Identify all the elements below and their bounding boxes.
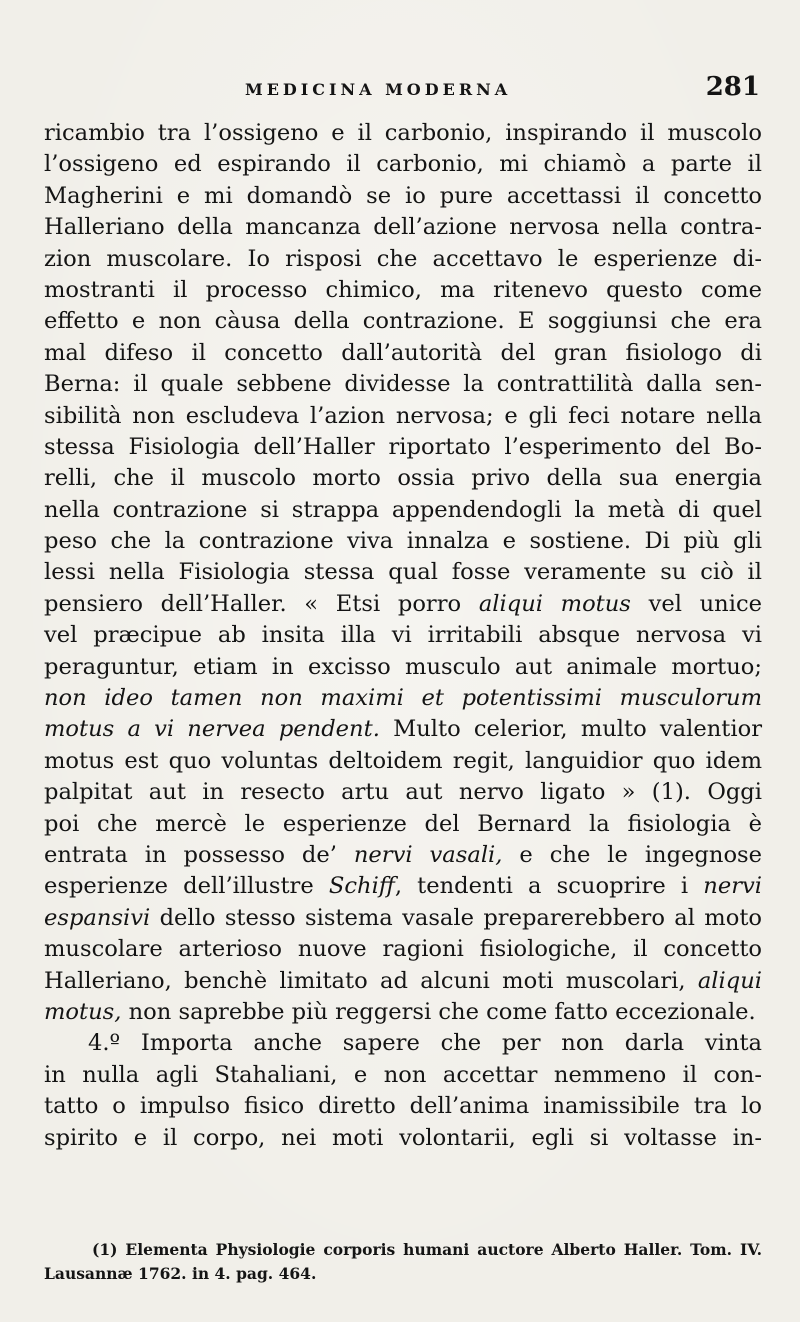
text-run: esperienze dell’illustre <box>44 873 329 900</box>
paragraph-start-line: 4.º Importa anche sapere che per non darla vinta <box>88 1030 762 1057</box>
text-line: sibilità non escludeva l’azion nervosa; e gli feci notare nella <box>44 402 762 429</box>
text-line: mostranti il processo chimico, ma ritenevo questo come <box>44 276 762 303</box>
text-line <box>44 840 762 871</box>
text-line: peraguntur, etiam in excisso musculo aut animale mortuo; <box>44 653 762 680</box>
body-text <box>44 118 762 1154</box>
italic-term: nervi vasali, <box>353 841 503 868</box>
text-line: motus est quo voluntas deltoidem regit, languidior quo idem <box>44 747 762 774</box>
text-line: spirito e il corpo, nei moti volontarii, egli si voltasse in- <box>44 1124 762 1151</box>
text-line: muscolare arterioso nuove ragioni fisiologiche, il concetto <box>44 936 762 963</box>
text-run: , tendenti a scuoprire i <box>394 873 704 900</box>
text-run: pensiero dell’Haller. « Etsi porro <box>44 590 479 617</box>
text-line: nella contrazione si strappa appendendogli la metà di quel <box>44 496 762 523</box>
footnote <box>44 1238 762 1286</box>
text-line: relli, che il muscolo morto ossia privo della sua energia <box>44 465 762 492</box>
text-line <box>44 683 762 714</box>
text-line <box>44 589 762 620</box>
text-line: l’ossigeno ed espirando il carbonio, mi chiamò a parte il <box>44 151 762 178</box>
text-line: ricambio tra l’ossigeno e il carbonio, inspirando il muscolo <box>44 120 762 146</box>
footnote-line: (1) Elementa Physiologie corporis humani auctore Alberto Haller. Tom. IV. <box>92 1240 762 1259</box>
text-run: vel unice <box>630 590 762 617</box>
italic-term: motus, <box>44 998 122 1025</box>
text-run: non saprebbe più reggersi che come fatto eccezionale. <box>121 998 756 1025</box>
text-run: Halleriano, benchè limitato ad alcuni moti muscolari, <box>44 967 698 994</box>
text-line: Berna: il quale sebbene dividesse la contrattilità dalla sen- <box>44 371 762 398</box>
text-line: peso che la contrazione viva innalza e sostiene. Di più gli <box>44 528 762 555</box>
italic-term: aliqui <box>697 967 762 994</box>
text-line <box>44 903 762 934</box>
running-head: MEDICINA MODERNA <box>245 80 512 99</box>
text-line <box>44 871 762 902</box>
page-header <box>40 70 760 110</box>
latin-quote-italic: aliqui motus <box>478 590 631 617</box>
text-line <box>44 966 762 997</box>
text-line <box>44 714 762 745</box>
text-line: zion muscolare. Io risposi che accettavo le esperienze di- <box>44 245 762 272</box>
page-number: 281 <box>705 72 760 102</box>
text-line: stessa Fisiologia dell’Haller riportato l’esperimento del Bo- <box>44 433 762 460</box>
latin-quote-italic: non ideo tamen non maximi et potentissimi musculorum <box>44 685 762 712</box>
text-run: e che le ingegnose <box>502 841 763 868</box>
italic-name: Schiff <box>328 873 395 900</box>
text-line: lessi nella Fisiologia stessa qual fosse veramente su ciò il <box>44 559 762 586</box>
text-line: effetto e non càusa della contrazione. E soggiunsi che era <box>44 308 762 335</box>
text-line: mal difeso il concetto dall’autorità del gran fisiologo di <box>44 339 762 366</box>
text-run: dello stesso sistema vasale preparerebbero al moto <box>150 904 762 931</box>
text-line: vel præcipue ab insita illa vi irritabili absque nervosa vi <box>44 622 762 649</box>
italic-term: nervi <box>703 873 763 900</box>
text-line: tatto o impulso fisico diretto dell’anima inamissibile tra lo <box>44 1093 762 1120</box>
text-run: entrata in possesso de’ <box>44 841 354 868</box>
footnote-line: Lausannæ 1762. in 4. pag. 464. <box>44 1264 317 1283</box>
text-line: poi che mercè le esperienze del Bernard la fisiologia è <box>44 810 762 837</box>
text-line: Halleriano della mancanza dell’azione nervosa nella contra- <box>44 214 762 241</box>
text-line: palpitat aut in resecto artu aut nervo ligato » (1). Oggi <box>44 779 762 806</box>
text-run: Multo celerior, multo valentior <box>379 716 762 743</box>
text-line <box>44 997 762 1028</box>
text-line: Magherini e mi domandò se io pure accettassi il concetto <box>44 182 762 209</box>
italic-term: espansivi <box>44 904 151 931</box>
latin-quote-italic: motus a vi nervea pendent. <box>44 716 380 743</box>
text-line: in nulla agli Stahaliani, e non accettar nemmeno il con- <box>44 1061 762 1088</box>
